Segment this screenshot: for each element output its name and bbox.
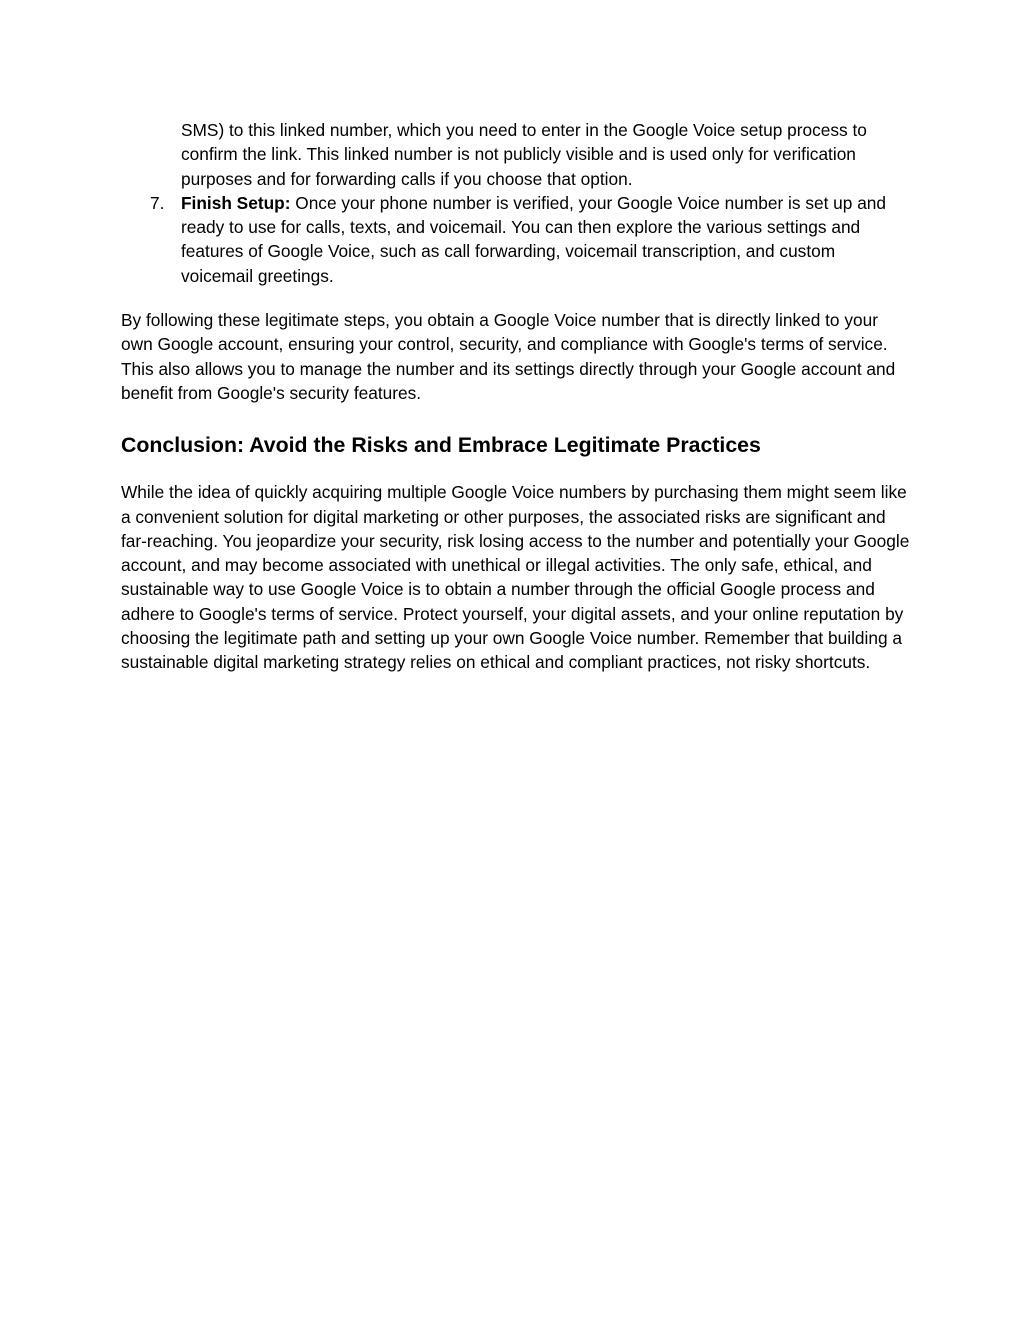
list-item-title: Finish Setup: [181, 192, 291, 213]
document-body [121, 118, 911, 675]
list-item-6-continuation: SMS) to this linked number, which you need to enter in the Google Voice setup process to confirm the link. This linked number is not publicly visible and is used only for verification purposes and for forwarding calls if you choose that option. [181, 120, 867, 189]
summary-paragraph: By following these legitimate steps, you obtain a Google Voice number that is directly linked to your own Google account, ensuring your control, security, and compliance with Google's terms of service. This also allows you to manage the number and its settings directly through your Google account and benefit from Google's security features. [121, 310, 896, 403]
conclusion-paragraph: While the idea of quickly acquiring multiple Google Voice numbers by purchasing them might seem like a convenient solution for digital marketing or other purposes, the associated risks are significant and far-reaching. You jeopardize your security, risk losing access to the number and potentially your Google account, and may become associated with unethical or illegal activities. The only safe, ethical, and sustainable way to use Google Voice is to obtain a number through the official Google process and adhere to Google's terms of service. Protect yourself, your digital assets, and your online reputation by choosing the legitimate path and setting up your own Google Voice number. Remember that building a sustainable digital marketing strategy relies on ethical and compliant practices, not risky shortcuts. [121, 482, 910, 673]
list-marker: 7. [150, 192, 165, 213]
list-item-text: Once your phone number is verified, your Google Voice number is set up and ready to use for calls, texts, and voicemail. You can then explore the various settings and features of Google Voice, such as call forwarding, voicemail transcription, and custom voicemail greetings. [181, 192, 887, 286]
list-item-7 [150, 191, 911, 288]
conclusion-heading: Conclusion: Avoid the Risks and Embrace Legitimate Practices [121, 433, 761, 458]
